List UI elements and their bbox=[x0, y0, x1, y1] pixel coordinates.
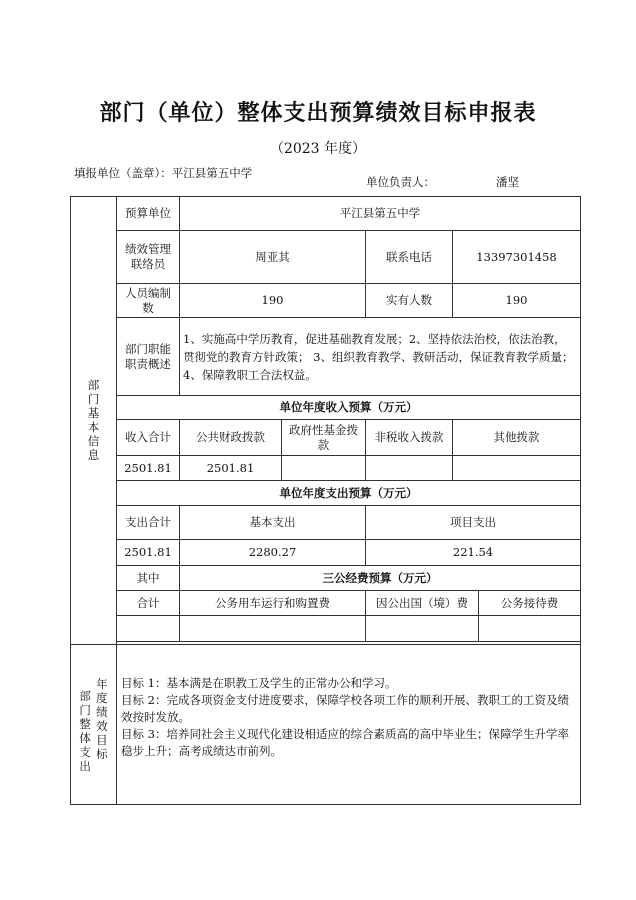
duty-label: 部门职能职责概述 bbox=[117, 318, 180, 396]
expense-header-total: 支出合计 bbox=[117, 506, 180, 540]
page-title: 部门（单位）整体支出预算绩效目标申报表 bbox=[99, 101, 537, 126]
page-subtitle: （2023 年度） bbox=[269, 141, 367, 157]
responsible-label: 单位负责人： bbox=[366, 175, 435, 189]
section-goals-label bbox=[71, 645, 117, 805]
income-header-total: 收入合计 bbox=[117, 420, 180, 456]
income-nontax-value bbox=[366, 456, 453, 481]
fill-unit bbox=[74, 166, 284, 181]
three-public-header-abroad: 因公出国（境）费 bbox=[366, 591, 479, 616]
duty-text: 1、实施高中学历教育，促进基础教育发展；2、坚持依法治校，依法治教，贯彻党的教育方针政策； 3、组织教育教学、教研活动，保证教育教学质量；4、保障教职工合法权益。 bbox=[180, 318, 581, 396]
goal-3: 目标 3：培养同社会主义现代化建设相适应的综合素质高的高中毕业生；保障学生升学率稳步上升；高考成绩达市前列。 bbox=[121, 727, 569, 758]
three-public-abroad-value bbox=[366, 616, 479, 642]
three-public-header-total: 合计 bbox=[117, 591, 180, 616]
staff-quota-value: 190 bbox=[180, 284, 366, 318]
section-basic-info: 部门基本信息 bbox=[71, 197, 117, 645]
three-public-header-car: 公务用车运行和购置费 bbox=[180, 591, 366, 616]
expense-header-project: 项目支出 bbox=[366, 506, 581, 540]
contact-label: 绩效管理联络员 bbox=[117, 231, 180, 284]
income-header-nontax: 非税收入拨款 bbox=[366, 420, 453, 456]
actual-staff-label: 实有人数 bbox=[366, 284, 453, 318]
three-public-total-value bbox=[117, 616, 180, 642]
three-public-reception-value bbox=[479, 616, 581, 642]
section-goals-label-b: 年度绩效目标 bbox=[96, 676, 108, 761]
expense-header-basic: 基本支出 bbox=[180, 506, 366, 540]
responsible-value: 潘坚 bbox=[496, 175, 519, 189]
income-heading: 单位年度收入预算（万元） bbox=[117, 396, 581, 420]
goal-1: 目标 1：基本满是在职教工及学生的正常办公和学习。 bbox=[121, 676, 397, 690]
expense-project-value: 221.54 bbox=[366, 540, 581, 566]
expense-basic-value: 2280.27 bbox=[180, 540, 366, 566]
performance-table bbox=[70, 196, 581, 805]
actual-staff-value: 190 bbox=[453, 284, 581, 318]
income-total-value: 2501.81 bbox=[117, 456, 180, 481]
income-header-public: 公共财政拨款 bbox=[180, 420, 282, 456]
income-other-value bbox=[453, 456, 581, 481]
three-public-heading: 三公经费预算（万元） bbox=[180, 566, 581, 591]
staff-quota-label: 人员编制数 bbox=[117, 284, 180, 318]
income-public-value: 2501.81 bbox=[180, 456, 282, 481]
goals-content bbox=[117, 645, 581, 805]
three-public-prefix: 其中 bbox=[117, 566, 180, 591]
expense-total-value: 2501.81 bbox=[117, 540, 180, 566]
budget-unit-label: 预算单位 bbox=[117, 197, 180, 231]
income-header-fund: 政府性基金拨款 bbox=[282, 420, 366, 456]
goal-2: 目标 2：完成各项资金支付进度要求，保障学校各项工作的顺利开展、教职工的工资及绩效按时发放。 bbox=[121, 693, 569, 724]
fill-unit-value: 平江县第五中学 bbox=[171, 166, 253, 180]
phone-label: 联系电话 bbox=[366, 231, 453, 284]
three-public-header-reception: 公务接待费 bbox=[479, 591, 581, 616]
income-fund-value bbox=[282, 456, 366, 481]
three-public-car-value bbox=[180, 616, 366, 642]
budget-unit-value: 平江县第五中学 bbox=[180, 197, 581, 231]
income-header-other: 其他拨款 bbox=[453, 420, 581, 456]
phone-value: 13397301458 bbox=[453, 231, 581, 284]
expense-heading: 单位年度支出预算（万元） bbox=[117, 481, 581, 506]
fill-unit-label: 填报单位（盖章）： bbox=[74, 166, 172, 180]
section-goals-label-a: 部门整体支出 bbox=[79, 688, 91, 773]
contact-value: 周亚其 bbox=[180, 231, 366, 284]
